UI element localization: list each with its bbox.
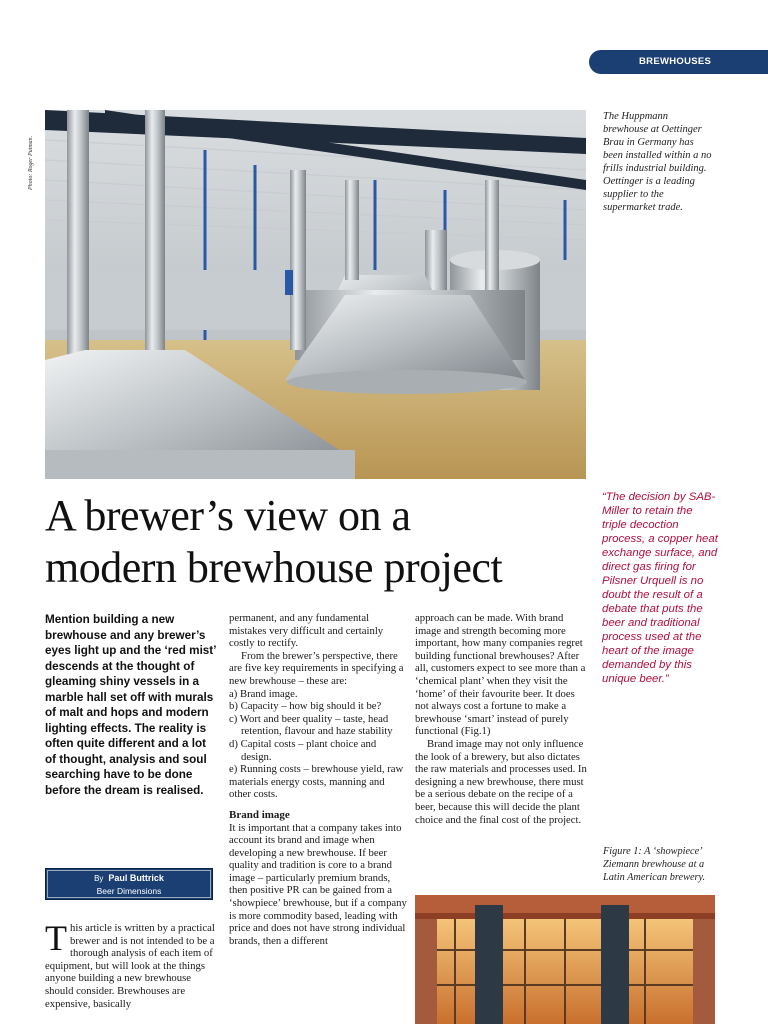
requirement-item-c-cont: retention, flavour and haze stability: [241, 725, 393, 738]
section-label: BREWHOUSES: [639, 56, 712, 67]
headline: [45, 490, 605, 594]
col2-paragraph-2: From the brewer’s perspective, there are five key requirements in specifying a new brewhouse – these are:: [229, 649, 404, 687]
col2-paragraph-1: permanent, and any fundamental mistakes very difficult and certainly costly to rectify.: [229, 612, 384, 650]
lead-paragraph: Mention building a new brewhouse and any brewer’s eyes light up and the ‘red mist’ descends at the thought of gleaming shiny vessels in a marble hall set off with murals of malt and hops and modern lighting effects. The reality is often quite different and a lot of thought, analysis and soul searching have to be done before the dream is realised.: [45, 613, 216, 797]
byline-box: [45, 868, 213, 900]
section-tab: [589, 50, 768, 74]
author-org: Beer Dimensions: [96, 886, 162, 896]
headline-line-1: A brewer’s view on a: [45, 491, 411, 540]
author-name: Paul Buttrick: [108, 873, 164, 883]
figure-1-caption: Figure 1: A ‘showpiece’ Ziemann brewhouse at a Latin American brewery.: [603, 846, 706, 883]
requirement-item-a: a) Brand image.: [229, 687, 298, 700]
photo-credit: Photo: Roger Putman.: [28, 135, 34, 190]
photo-caption-top: The Huppmann brewhouse at Oettinger Brau in Germany has been installed within a no frills industrial building. Oettinger is a leading supplier to the supermarket trade.: [603, 111, 712, 213]
brewhouse-photo: [45, 110, 586, 479]
requirement-item-e: e) Running costs – brewhouse yield, raw materials energy costs, manning and other costs.: [229, 763, 404, 801]
body-column-2: [229, 612, 407, 947]
byline-by: By: [94, 874, 104, 883]
requirement-item-d: d) Capital costs – plant choice and: [229, 737, 377, 750]
requirement-item-c: c) Wort and beer quality – taste, head: [229, 712, 389, 725]
body-column-1: [45, 918, 217, 1010]
requirement-item-b: b) Capacity – how big should it be?: [229, 700, 382, 713]
showpiece-brewhouse-photo: [415, 895, 715, 1024]
col1-text: his article is written by a practical brewer and is not intended to be a thorough analysis of each item of equipment, but will look at the things anyone building a new brewhouse should consider. Brewhouses are expensive, basically: [45, 922, 215, 1010]
pull-quote: “The decision by SAB-Miller to retain the triple decoction process, a copper heat exchange surface, and direct gas firing for Pilsner Urquell is no doubt the result of a debate that puts the beer and traditional process used at the heart of the image demanded by this unique beer.”: [602, 491, 718, 685]
drop-cap: T: [45, 918, 67, 958]
col2-paragraph-3: It is important that a company takes into account its brand and image when developing a new brewhouse. If beer quality and tradition is core to a brand image – particularly premium brands, then positive PR can be gained from a ‘showpiece’ brewhouse, but if a company is more commodity based, leading with price and does not have strong individual brands, then a different: [229, 821, 407, 947]
col3-paragraph-1: approach can be made. With brand image and strength becoming more important, how many companies regret building functional brewhouses? After all, customers expect to see more than a ‘chemical plant’ when they visit the ‘home’ of their favourite beer. It does not always cost a fortune to make a brewhouse ‘smart’ instead of purely functional (Fig.1): [415, 612, 586, 738]
body-column-3: [415, 612, 588, 826]
subhead-brand-image: Brand image: [229, 808, 290, 821]
requirement-item-d-cont: design.: [241, 750, 272, 763]
headline-line-2: modern brewhouse project: [45, 543, 503, 592]
col3-paragraph-2: Brand image may not only influence the look of a brewery, but also dictates the raw materials and processes used. In designing a new brewhouse, there must be a serious debate on the recipe of a beer, because this will decide the plant choice and the final cost of the project.: [415, 737, 587, 826]
